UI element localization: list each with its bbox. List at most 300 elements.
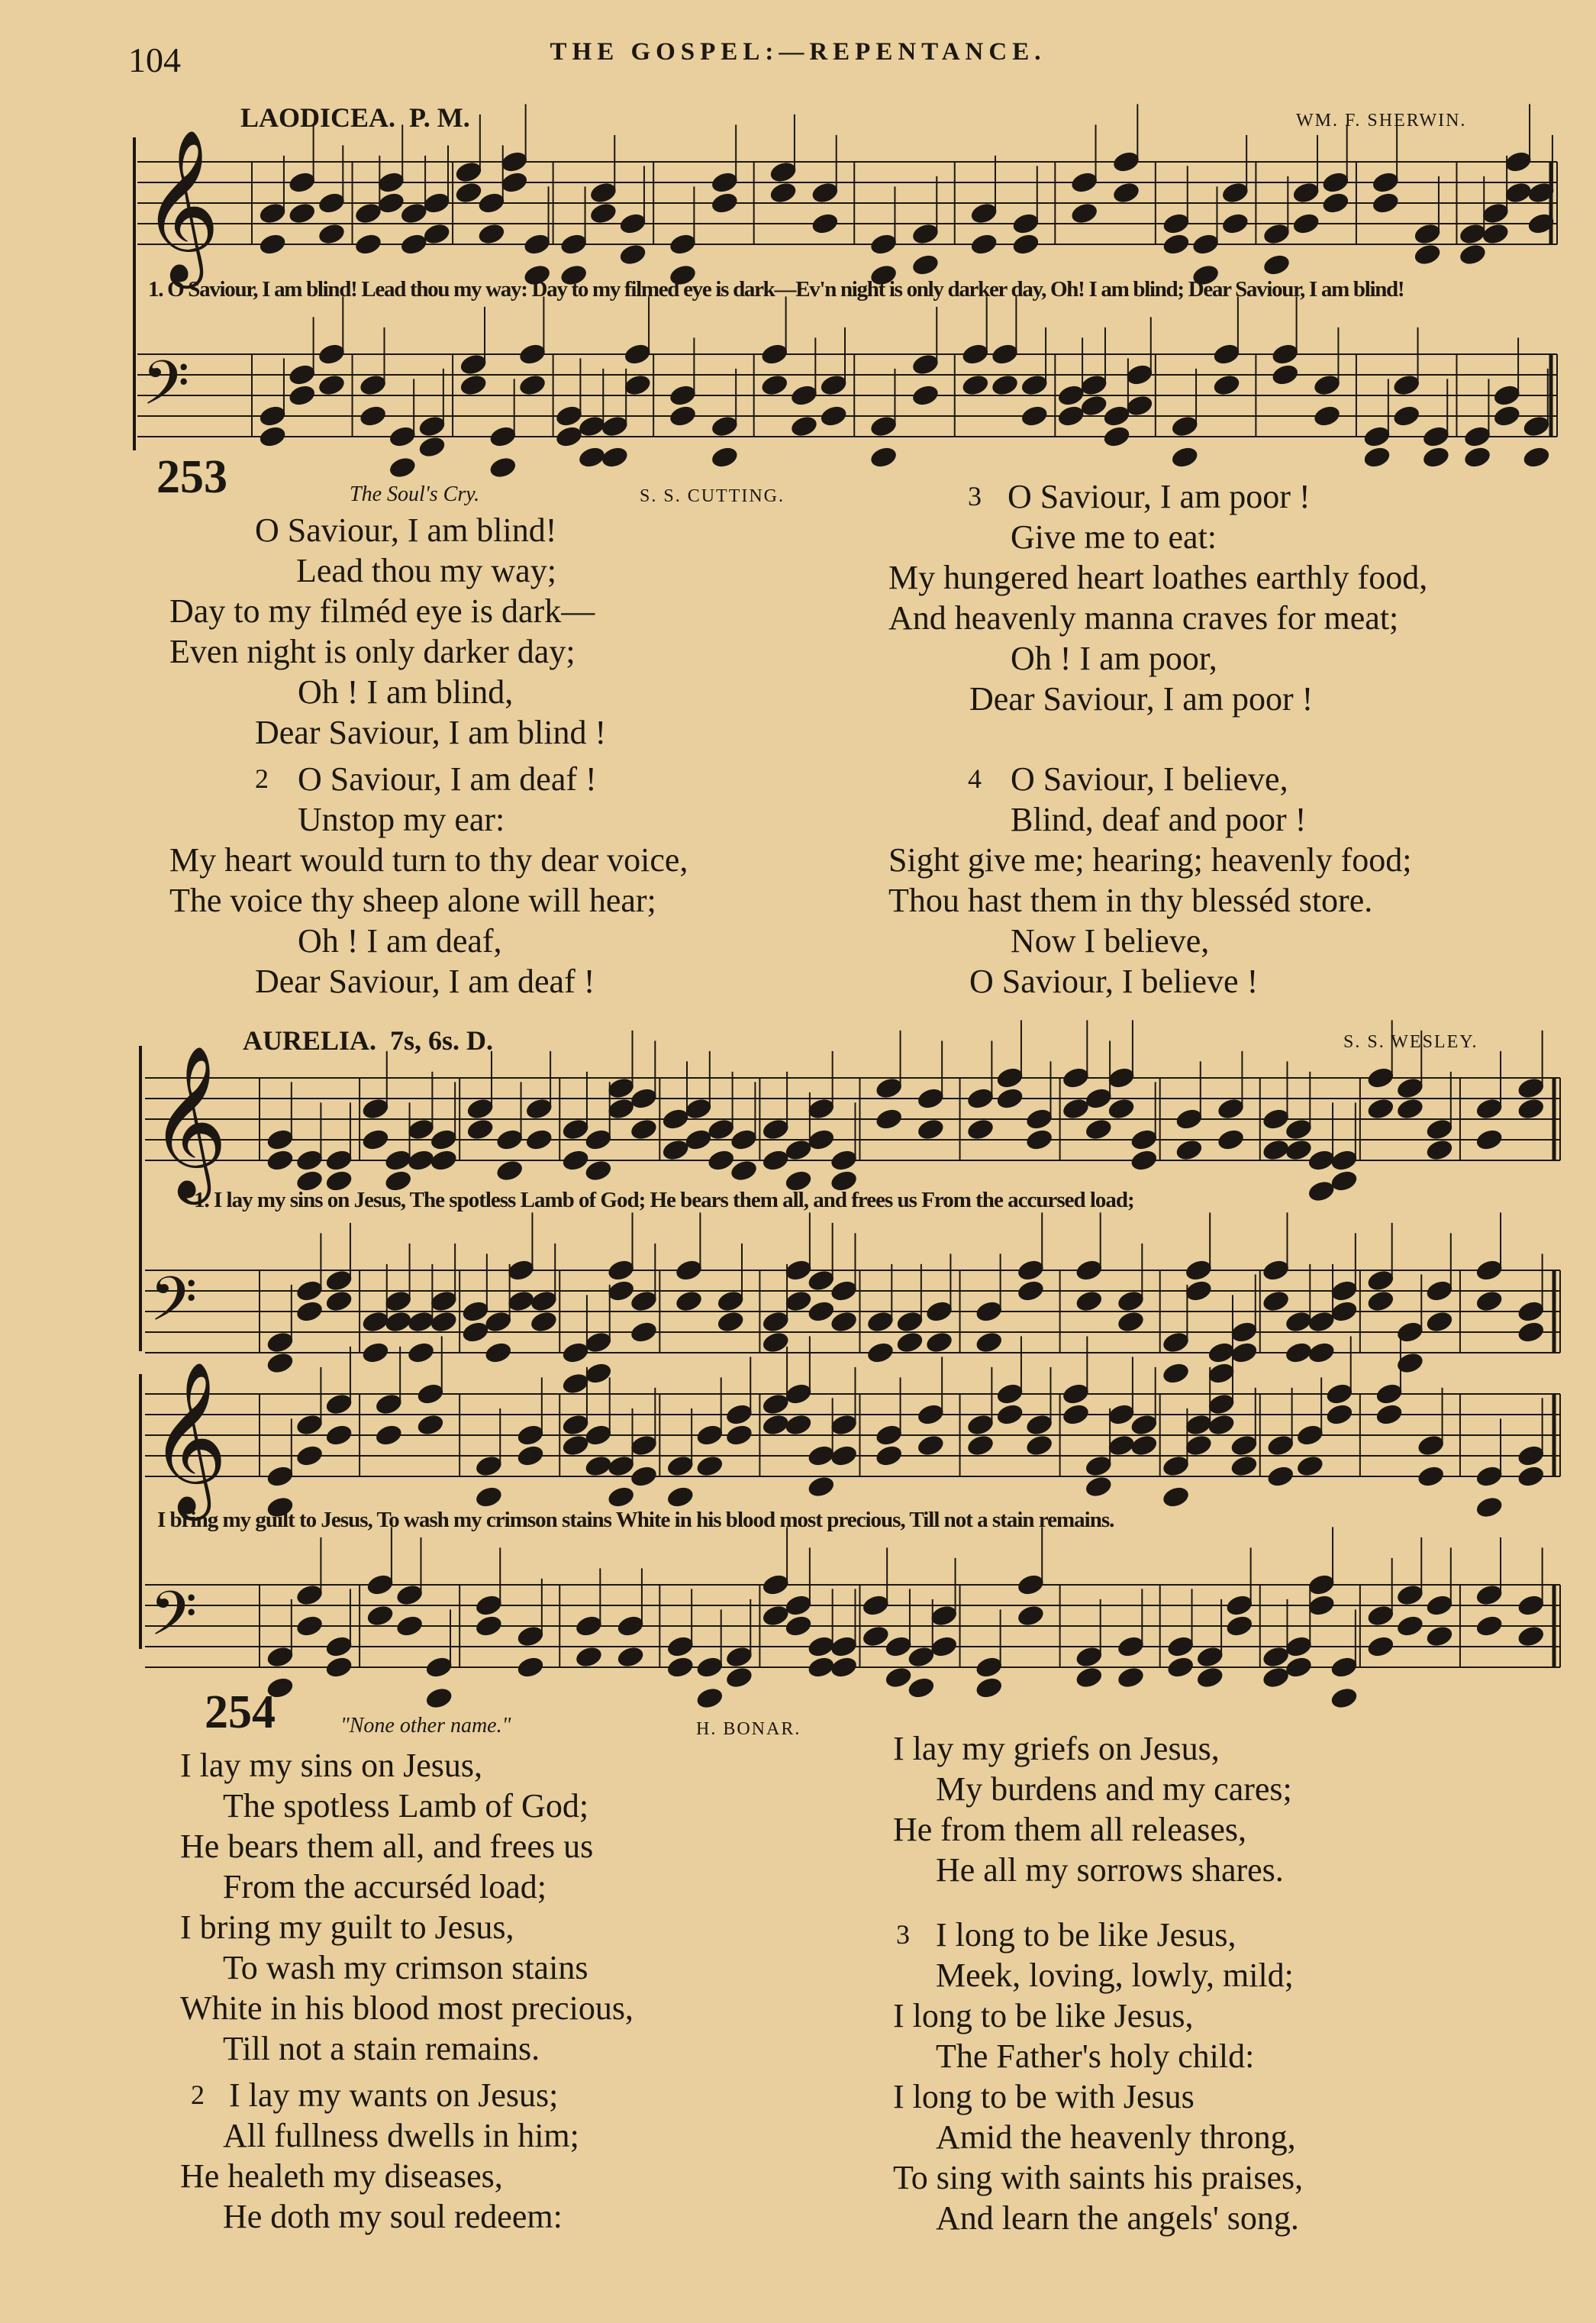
note-head — [1207, 1361, 1236, 1386]
note-head — [429, 1309, 459, 1334]
note-head — [1421, 424, 1451, 450]
note-head — [1266, 1433, 1295, 1458]
note-head — [522, 232, 552, 257]
note-head — [615, 1644, 645, 1670]
note-head — [1365, 1289, 1395, 1314]
note-head — [577, 445, 607, 470]
note-head — [1084, 1117, 1114, 1142]
note-head — [1184, 1258, 1214, 1283]
note-head — [1516, 1299, 1546, 1324]
note-head — [606, 1485, 636, 1510]
note-head — [517, 342, 547, 367]
note-head — [588, 201, 618, 226]
note-head — [695, 1686, 724, 1711]
verse-line: Oh ! I am blind, — [298, 673, 514, 711]
note-head — [1307, 1593, 1336, 1618]
note-head — [453, 160, 483, 185]
verse-line: Meek, loving, lowly, mild; — [936, 1957, 1294, 1994]
note-head — [488, 424, 517, 450]
verse-line: My heart would turn to thy dear voice, — [169, 841, 688, 879]
note-head — [415, 1382, 445, 1407]
note-head — [317, 191, 347, 216]
tune-meter: P. M. — [409, 102, 470, 133]
verse-line: From the accurséd load; — [223, 1868, 547, 1905]
note-head — [583, 1128, 613, 1153]
note-head — [1329, 1655, 1359, 1680]
verse-number: 3 — [968, 481, 982, 511]
note-head — [1475, 1096, 1504, 1121]
note-head — [783, 1412, 813, 1437]
note-head — [1074, 1665, 1104, 1690]
note-head — [866, 1309, 895, 1334]
note-head — [1262, 221, 1291, 247]
note-head — [974, 1655, 1004, 1680]
note-head — [388, 424, 418, 450]
note-head — [1024, 1433, 1054, 1458]
treble-clef-icon: 𝄞 — [150, 1360, 228, 1514]
note-head — [606, 1258, 636, 1283]
verse-line: And heavenly manna craves for meat; — [888, 599, 1399, 637]
note-head — [1024, 1128, 1054, 1153]
note-head — [374, 1423, 404, 1448]
note-head — [768, 180, 798, 205]
note-head — [1475, 1583, 1504, 1608]
running-title: THE GOSPEL:—REPENTANCE. — [550, 38, 1046, 66]
note-head — [1481, 201, 1511, 226]
note-head — [1374, 1382, 1404, 1407]
note-head — [969, 232, 999, 257]
note-head — [1195, 1665, 1225, 1690]
note-head — [1116, 1665, 1146, 1690]
note-head — [560, 1117, 590, 1142]
note-head — [674, 1258, 704, 1283]
verse-line: I lay my griefs on Jesus, — [893, 1730, 1220, 1767]
note-head — [1412, 221, 1442, 247]
note-head — [806, 1444, 836, 1469]
note-head — [874, 1107, 904, 1132]
verse-line: Even night is only darker day; — [169, 633, 576, 670]
note-head — [1124, 393, 1154, 418]
note-head — [515, 1444, 545, 1469]
note-head — [668, 232, 698, 257]
note-head — [265, 1330, 295, 1355]
note-head — [623, 342, 653, 367]
note-head — [453, 180, 483, 205]
note-head — [1320, 170, 1350, 195]
verse-2 — [180, 2075, 579, 2237]
note-head — [515, 1423, 545, 1448]
note-head — [488, 455, 517, 480]
note-head — [1229, 1433, 1259, 1458]
note-head — [783, 1614, 813, 1639]
note-head — [360, 1309, 390, 1334]
note-head — [1284, 1309, 1314, 1334]
note-head — [1161, 232, 1191, 257]
note-head — [969, 201, 999, 226]
note-head — [474, 1593, 504, 1618]
verse-line: O Saviour, I believe, — [1011, 760, 1288, 798]
note-head — [895, 1309, 924, 1334]
note-head — [710, 170, 740, 195]
note-head — [1084, 1474, 1114, 1499]
page-number: 104 — [128, 40, 181, 79]
verse-line: I lay my wants on Jesus; — [229, 2076, 559, 2114]
note-head — [666, 1655, 695, 1680]
note-head — [495, 1158, 524, 1183]
note-head — [995, 1382, 1024, 1407]
tune-name-laodicea — [240, 102, 470, 134]
note-head — [287, 363, 317, 388]
verse-line: Amid the heavenly throng, — [936, 2118, 1296, 2156]
note-head — [422, 221, 452, 247]
note-head — [895, 1330, 924, 1355]
note-head — [695, 1423, 724, 1448]
note-head — [1462, 445, 1492, 470]
note-head — [515, 1624, 545, 1649]
note-head — [606, 1279, 636, 1304]
note-head — [1016, 1279, 1046, 1304]
note-head — [1516, 1096, 1546, 1121]
verse-number: 4 — [968, 763, 982, 794]
note-head — [560, 1412, 590, 1437]
note-head — [295, 1148, 324, 1173]
note-head — [1220, 211, 1250, 237]
note-head — [995, 1066, 1024, 1091]
note-head — [383, 1309, 413, 1334]
note-head — [1307, 1148, 1336, 1173]
note-head — [1329, 1686, 1359, 1711]
note-head — [399, 232, 429, 257]
note-head — [1106, 1402, 1136, 1428]
note-head — [429, 1128, 459, 1153]
note-head — [600, 414, 630, 439]
note-head — [990, 342, 1020, 367]
hymn-subtitle: The Soul's Cry. — [350, 482, 480, 506]
verse-line: O Saviour, I believe ! — [969, 963, 1259, 1000]
note-head — [874, 1444, 904, 1469]
note-head — [1011, 232, 1040, 257]
note-head — [829, 1309, 859, 1334]
note-head — [1061, 1382, 1091, 1407]
note-head — [265, 1644, 295, 1670]
note-head — [1395, 1614, 1425, 1639]
note-head — [476, 191, 506, 216]
note-head — [716, 1289, 746, 1314]
note-head — [1184, 1279, 1214, 1304]
note-head — [929, 1603, 959, 1628]
note-head — [1207, 1392, 1236, 1417]
note-head — [353, 232, 383, 257]
note-head — [724, 1423, 754, 1448]
verse-line: He all my sorrows shares. — [936, 1851, 1284, 1889]
note-head — [524, 1128, 554, 1153]
note-head — [583, 1453, 613, 1479]
note-head — [1170, 414, 1200, 439]
verse-line: All fullness dwells in him; — [223, 2117, 579, 2154]
note-head — [1174, 1137, 1204, 1163]
note-head — [1220, 180, 1250, 205]
note-head — [861, 1593, 891, 1618]
note-head — [729, 1128, 759, 1153]
verse-line: Give me to eat: — [1011, 518, 1217, 556]
note-head — [1475, 1495, 1504, 1520]
note-head — [1261, 1258, 1291, 1283]
note-head — [1424, 1593, 1454, 1618]
note-head — [1395, 1583, 1425, 1608]
note-head — [374, 1392, 404, 1417]
bass-clef-icon: 𝄢 — [142, 347, 190, 434]
note-head — [995, 1402, 1024, 1428]
note-head — [674, 1289, 704, 1314]
note-head — [911, 383, 940, 408]
note-head — [1312, 404, 1342, 429]
note-head — [916, 1086, 946, 1111]
note-head — [706, 1148, 736, 1173]
note-head — [1424, 1137, 1454, 1163]
note-head — [806, 1268, 836, 1293]
note-head — [629, 1320, 659, 1345]
note-head — [1395, 1350, 1425, 1376]
note-head — [1395, 1076, 1425, 1101]
note-head — [759, 342, 789, 367]
verse-number: 2 — [191, 2079, 205, 2110]
note-head — [1161, 1453, 1191, 1479]
verse-line: I long to be like Jesus, — [936, 1916, 1236, 1954]
note-head — [869, 232, 898, 257]
note-head — [1184, 1433, 1214, 1458]
note-head — [1074, 1289, 1104, 1314]
note-head — [1365, 1268, 1395, 1293]
verse-3 — [888, 476, 1427, 719]
note-head — [559, 232, 588, 257]
note-head — [1261, 1107, 1291, 1132]
note-head — [1079, 373, 1109, 398]
note-head — [1391, 404, 1421, 429]
note-head — [474, 1614, 504, 1639]
note-head — [1307, 1341, 1336, 1366]
note-head — [1061, 1066, 1091, 1091]
note-head — [1101, 424, 1131, 450]
note-head — [524, 1096, 554, 1121]
note-head — [1516, 1593, 1546, 1618]
note-head — [810, 180, 840, 205]
note-head — [1270, 342, 1300, 367]
verse-line: Unstop my ear: — [298, 801, 505, 838]
note-head — [629, 1433, 659, 1458]
verse-line: The Father's holy child: — [936, 2037, 1255, 2075]
verse-line: Blind, deaf and poor ! — [1011, 801, 1307, 838]
note-head — [710, 445, 740, 470]
note-head — [422, 191, 452, 216]
tune-composer: WM. F. SHERWIN. — [1296, 111, 1467, 131]
note-head — [295, 1299, 324, 1324]
note-head — [1211, 342, 1241, 367]
note-head — [529, 1289, 559, 1314]
note-head — [1320, 191, 1350, 216]
note-head — [517, 373, 547, 398]
note-head — [789, 383, 819, 408]
verse-line: To wash my crimson stains — [223, 1949, 588, 1986]
note-head — [324, 1392, 353, 1417]
verse-line: To sing with saints his praises, — [893, 2159, 1304, 2196]
verse-line: I long to be with Jesus — [893, 2078, 1195, 2115]
note-head — [1362, 424, 1391, 450]
note-head — [974, 1299, 1004, 1324]
note-head — [324, 1268, 353, 1293]
note-head — [1324, 1382, 1354, 1407]
note-head — [257, 201, 287, 226]
note-head — [287, 201, 317, 226]
note-head — [916, 1402, 946, 1428]
note-head — [1106, 1433, 1136, 1458]
bass-clef-icon: 𝄢 — [150, 1578, 198, 1664]
note-head — [810, 211, 840, 237]
note-head — [1424, 1309, 1454, 1334]
note-head — [1106, 1096, 1136, 1121]
note-head — [358, 404, 388, 429]
verse-line: And learn the angels' song. — [936, 2199, 1299, 2237]
note-head — [1020, 373, 1049, 398]
note-head — [695, 1655, 724, 1680]
note-head — [1424, 1279, 1454, 1304]
note-head — [406, 1309, 436, 1334]
note-head — [1462, 424, 1492, 450]
note-head — [974, 1676, 1004, 1701]
note-head — [324, 1148, 353, 1173]
note-head — [916, 1117, 946, 1142]
note-head — [990, 373, 1020, 398]
note-head — [866, 1341, 895, 1366]
note-head — [1307, 1573, 1336, 1598]
note-head — [1312, 373, 1342, 398]
note-head — [324, 1423, 353, 1448]
note-head — [1024, 1412, 1054, 1437]
note-head — [1074, 1644, 1104, 1670]
tune-lyric-line: 1. I lay my sins on Jesus, The spotless Lamb of God; He bears them all, and frees us From the accursed load; — [194, 1188, 1134, 1212]
note-head — [1516, 1444, 1546, 1469]
note-head — [466, 1096, 495, 1121]
note-head — [1516, 1624, 1546, 1649]
note-head — [966, 1086, 995, 1111]
note-head — [1129, 1148, 1159, 1173]
note-head — [577, 414, 607, 439]
note-head — [1475, 1464, 1504, 1489]
verse-2-continued — [893, 1728, 1292, 1890]
note-head — [1284, 1137, 1314, 1163]
note-head — [295, 1444, 324, 1469]
verse-3 — [893, 1915, 1303, 2238]
verse-number: 2 — [255, 763, 269, 794]
note-head — [911, 221, 940, 247]
note-head — [399, 201, 429, 226]
note-head — [668, 383, 698, 408]
verse-line: Day to my filméd eye is dark— — [169, 592, 595, 630]
note-head — [1129, 1433, 1159, 1458]
note-head — [806, 1655, 836, 1680]
note-head — [1161, 1361, 1191, 1386]
note-head — [1184, 1412, 1214, 1437]
note-head — [666, 1485, 695, 1510]
note-head — [1116, 1289, 1146, 1314]
verse-line: I bring my guilt to Jesus, — [180, 1908, 514, 1946]
note-head — [1475, 1614, 1504, 1639]
tune-name-aurelia — [243, 1024, 493, 1057]
note-head — [1365, 1634, 1395, 1660]
note-head — [1421, 445, 1451, 470]
bass-clef-icon: 𝄢 — [150, 1263, 198, 1350]
note-head — [1475, 1289, 1504, 1314]
note-head — [1391, 373, 1421, 398]
note-head — [295, 1614, 324, 1639]
verse-line: I long to be like Jesus, — [893, 1997, 1194, 2034]
note-head — [924, 1330, 954, 1355]
verse-line: The voice thy sheep alone will hear; — [169, 882, 656, 919]
note-head — [506, 1289, 536, 1314]
note-head — [1395, 1096, 1425, 1121]
note-head — [1111, 180, 1141, 205]
tune-name: LAODICEA. — [240, 102, 396, 133]
note-head — [1020, 404, 1049, 429]
verse-line: He doth my soul redeem: — [223, 2198, 563, 2235]
note-head — [695, 1453, 724, 1479]
note-head — [317, 342, 347, 367]
note-head — [376, 191, 406, 216]
note-head — [1124, 363, 1154, 388]
note-head — [600, 445, 630, 470]
verse-line: Oh ! I am deaf, — [298, 922, 502, 960]
verse-line: Oh ! I am poor, — [1011, 640, 1217, 677]
note-head — [874, 1423, 904, 1448]
note-head — [324, 1655, 353, 1680]
note-head — [1129, 1412, 1159, 1437]
note-head — [1207, 1412, 1236, 1437]
verse-line: Dear Saviour, I am deaf ! — [255, 963, 595, 1000]
verse-2 — [169, 759, 688, 1002]
note-head — [460, 1299, 490, 1324]
tune-name: AURELIA. — [243, 1025, 377, 1056]
note-head — [1161, 211, 1191, 237]
note-head — [869, 414, 898, 439]
verse-line: I lay my sins on Jesus, — [180, 1747, 482, 1784]
note-head — [761, 1573, 791, 1598]
note-head — [1069, 201, 1099, 226]
verse-line: The spotless Lamb of God; — [223, 1787, 589, 1825]
note-head — [1424, 1624, 1454, 1649]
note-head — [265, 1148, 295, 1173]
note-head — [1101, 404, 1131, 429]
note-head — [395, 1583, 424, 1608]
note-head — [1516, 1076, 1546, 1101]
note-head — [906, 1676, 936, 1701]
tune-composer: S. S. WESLEY. — [1343, 1032, 1478, 1052]
note-head — [295, 1412, 324, 1437]
verse-line: Thou hast them in thy blesséd store. — [888, 882, 1373, 919]
note-head — [761, 1117, 791, 1142]
note-head — [474, 1485, 504, 1510]
note-head — [1516, 1464, 1546, 1489]
note-head — [529, 1309, 559, 1334]
note-head — [1416, 1464, 1446, 1489]
note-head — [829, 1279, 859, 1304]
note-head — [257, 424, 287, 450]
note-head — [360, 1341, 390, 1366]
note-head — [365, 1603, 395, 1628]
note-head — [495, 1128, 524, 1153]
note-head — [623, 373, 653, 398]
verse-line: O Saviour, I am deaf ! — [298, 760, 597, 798]
note-head — [388, 455, 418, 480]
note-head — [1069, 170, 1099, 195]
